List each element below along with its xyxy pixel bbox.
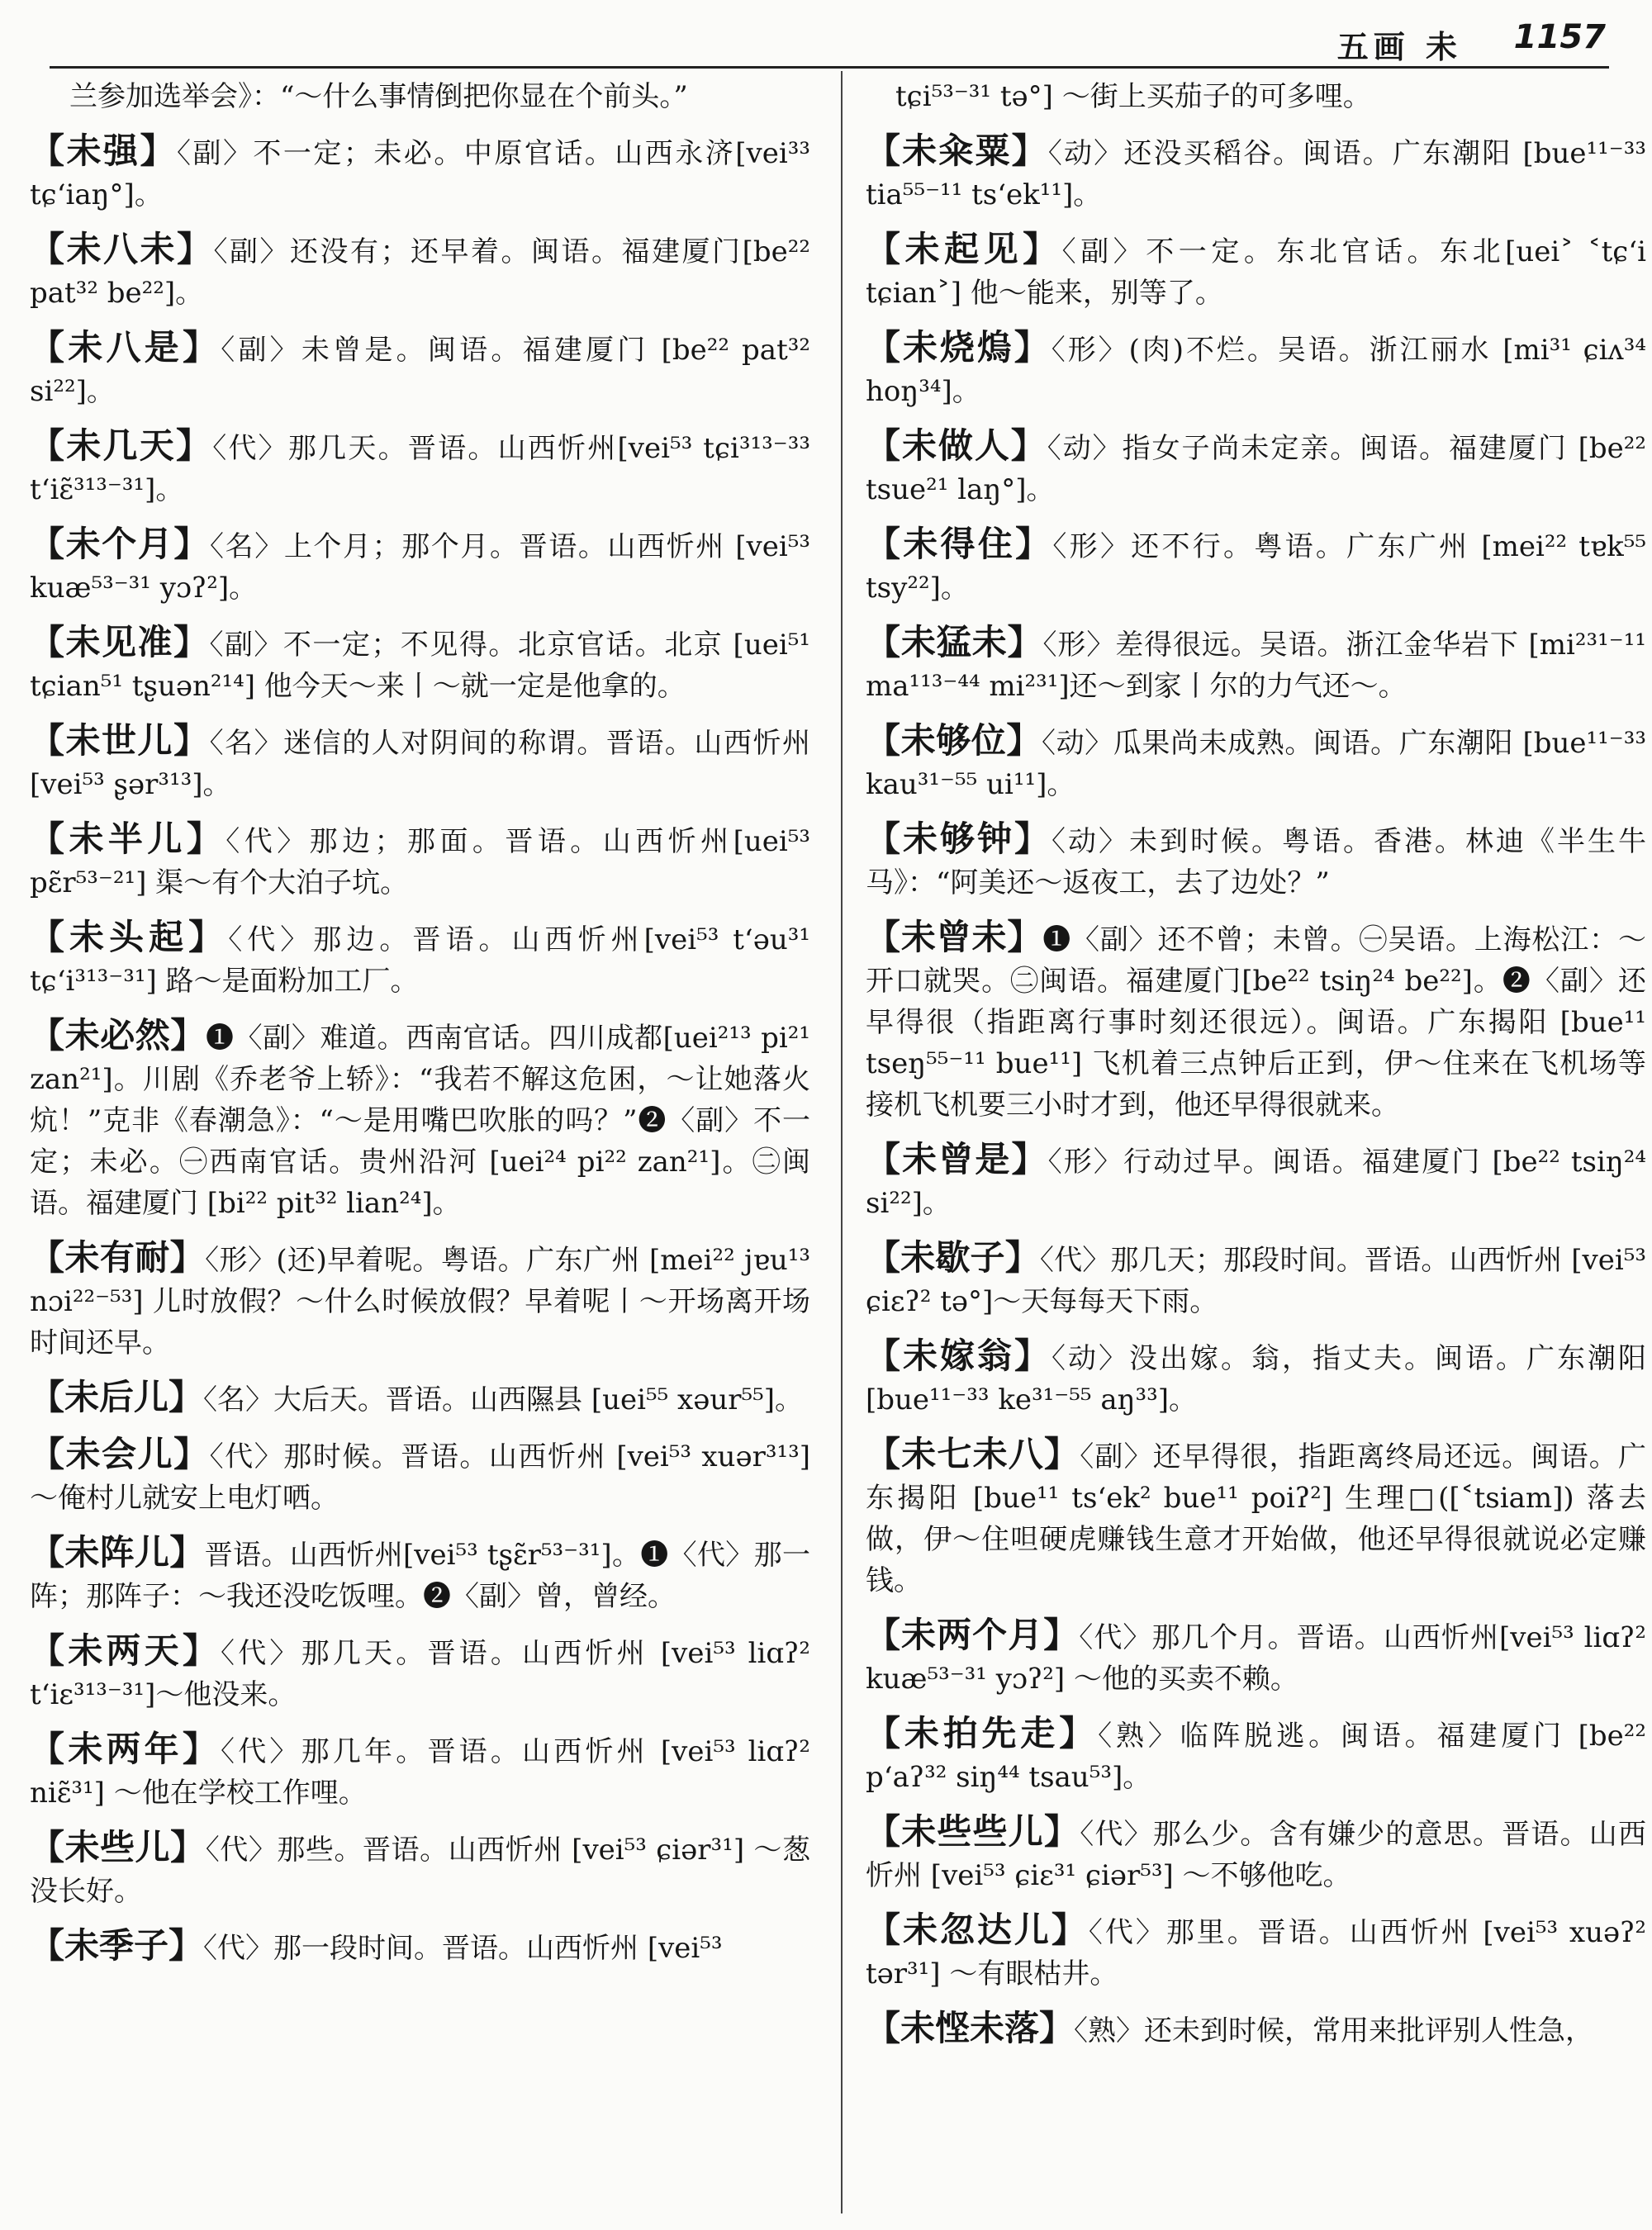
dictionary-entry: [30, 1434, 810, 1519]
entry-definition: 〈副〉还早得很，指距离终局还远。闽语。广东揭阳 [bue¹¹ tsʻek² bue¹¹ poiʔ²] 生理□([˂tsiam]) 落去做，伊～住呾硬虎赚钱生意才开始做，他还早得很就说必定赚钱。: [866, 1440, 1646, 1597]
dictionary-entry: [866, 425, 1646, 510]
entry-headword: 【未嫁翁】: [866, 1336, 1051, 1376]
dictionary-entry: [866, 2008, 1646, 2052]
dictionary-entry: [866, 818, 1646, 904]
dictionary-entry: [866, 229, 1646, 314]
entry-headword: 【未做人】: [866, 425, 1047, 466]
dictionary-entry: [866, 1237, 1646, 1322]
dictionary-entry: [866, 1336, 1646, 1421]
entry-headword: 【未两天】: [30, 1630, 221, 1671]
dictionary-entry: [866, 1811, 1646, 1896]
entry-headword: 【未曾是】: [866, 1139, 1048, 1179]
entry-headword: 【未两年】: [30, 1729, 221, 1769]
dictionary-entry: [866, 1139, 1646, 1224]
dictionary-entry: [30, 130, 810, 216]
entry-headword: 【未后儿】: [30, 1377, 204, 1417]
dictionary-entry: [866, 1434, 1646, 1601]
entry-headword: 【未籴粟】: [866, 130, 1048, 171]
entry-definition: 〈动〉还没买稻谷。闽语。广东潮阳 [bue¹¹⁻³³ tia⁵⁵⁻¹¹ tsʻek¹¹]。: [866, 137, 1646, 211]
entry-headword: 【未悭未落】: [866, 2008, 1075, 2048]
entry-headword: 【未些儿】: [30, 1827, 206, 1867]
entry-headword: 【未必然】: [30, 1015, 206, 1056]
entry-definition: ❶〈副〉还不曾；未曾。㊀吴语。上海松江：～开口就哭。㊁闽语。福建厦门[be²² tsiŋ²⁴ be²²]。❷〈副〉还早得很（指距离行事时刻还很远）。闽语。广东揭阳 [bue¹¹ tseŋ⁵⁵⁻¹¹ bue¹¹] 飞机着三点钟后正到，伊～住来在飞机场等接机飞机要三小时才到，他还早得很就来。: [866, 923, 1646, 1122]
entry-headword: 【未头起】: [30, 917, 229, 957]
entry-definition: 〈形〉差得很远。吴语。浙江金华岩下 [mi²³¹⁻¹¹ ma¹¹³⁻⁴⁴ mi²³¹]还～到家丨尔的力气还～。: [866, 629, 1646, 703]
dictionary-entry: [30, 425, 810, 510]
entry-headword: 【未会儿】: [30, 1434, 210, 1474]
entry-definition: 〈熟〉还未到时候，常用来批评别人性急，: [1074, 2014, 1594, 2047]
page-number: 1157: [1513, 18, 1606, 56]
entry-headword: 【未个月】: [30, 524, 211, 564]
entry-headword: 【未够钟】: [866, 818, 1051, 859]
entry-definition: 〈动〉指女子尚未定亲。闽语。福建厦门 [be²² tsue²¹ laŋ°]。: [866, 432, 1646, 506]
dictionary-entry: [866, 1615, 1646, 1700]
dictionary-entry: [30, 229, 810, 314]
dictionary-entry: [30, 1630, 810, 1715]
entry-definition: 〈代〉那几个月。晋语。山西忻州[vei⁵³ liɑʔ² kuæ⁵³⁻³¹ yɔʔ²] ～他的买卖不赖。: [866, 1621, 1646, 1696]
page-header: [0, 0, 1652, 68]
entry-headword: 【未歇子】: [866, 1237, 1040, 1278]
dictionary-entry: [30, 1377, 810, 1421]
entry-definition: 〈副〉不一定；不见得。北京官话。北京 [uei⁵¹ tɕian⁵¹ tʂuən²¹⁴] 他今天～来丨～就一定是他拿的。: [30, 629, 810, 703]
left-column: [30, 73, 810, 1982]
entry-definition: 〈代〉那边。晋语。山西忻州[vei⁵³ tʻəu³¹ tɕʻi³¹³⁻³¹] 路～是面粉加工厂。: [30, 923, 810, 998]
entry-definition: 〈代〉那几天。晋语。山西忻州 [vei⁵³ liɑʔ² tʻiɛ³¹³⁻³¹]～他没来。: [30, 1637, 810, 1711]
entry-headword: 【未拍先走】: [866, 1713, 1099, 1753]
entry-definition: 〈代〉那时候。晋语。山西忻州 [vei⁵³ xuər³¹³]～俺村儿就安上电灯哂。: [30, 1440, 810, 1515]
entry-definition: 〈代〉那么少。含有嫌少的意思。晋语。山西忻州 [vei⁵³ ɕiɛ³¹ ɕiər⁵³] ～不够他吃。: [866, 1818, 1646, 1892]
entry-definition: 〈名〉上个月；那个月。晋语。山西忻州 [vei⁵³ kuæ⁵³⁻³¹ yɔʔ²]。: [30, 530, 810, 605]
entry-headword: 【未够位】: [866, 720, 1042, 761]
dictionary-entry: [866, 720, 1646, 805]
entry-headword: 【未强】: [30, 130, 177, 171]
dictionary-entry: [30, 818, 810, 904]
column-divider: [841, 71, 843, 2213]
entry-definition: 〈名〉迷信的人对阴间的称谓。晋语。山西忻州 [vei⁵³ ʂər³¹³]。: [30, 727, 810, 801]
entry-headword: 【未七未八】: [866, 1434, 1080, 1474]
entry-definition: 〈副〉未曾是。闽语。福建厦门 [be²² pat³² si²²]。: [30, 334, 810, 408]
entry-headword: 【未阵儿】: [30, 1532, 205, 1573]
dictionary-entry: [866, 524, 1646, 609]
entry-definition: 〈副〉不一定。东北官话。东北[uei˃ ˂tɕʻi tɕian˃] 他～能来，别等了。: [866, 235, 1646, 310]
dictionary-entry: [30, 327, 810, 412]
dictionary-entry: [866, 130, 1646, 216]
entry-headword: 【未得住】: [866, 524, 1053, 564]
entry-headword: 【未八是】: [30, 327, 221, 368]
dictionary-entry: [866, 327, 1646, 412]
entry-definition: 〈形〉(还)早着呢。粤语。广东广州 [mei²² jɐu¹³ nɔi²²⁻⁵³] 儿时放假？～什么时候放假？早着呢丨～开场离开场时间还早。: [30, 1244, 810, 1359]
entry-definition: 〈代〉那些。晋语。山西忻州 [vei⁵³ ɕiər³¹] ～葱没长好。: [30, 1834, 810, 1908]
entry-definition: 〈形〉还不行。粤语。广东广州 [mei²² tɐk⁵⁵ tsy²²]。: [866, 530, 1646, 605]
entry-headword: 【未曾未】: [866, 917, 1043, 957]
entry-definition: 〈动〉瓜果尚未成熟。闽语。广东潮阳 [bue¹¹⁻³³ kau³¹⁻⁵⁵ ui¹¹]。: [866, 727, 1646, 801]
dictionary-entry: [30, 622, 810, 707]
entry-headword: 【未烧熓】: [866, 327, 1051, 368]
entry-definition: 〈代〉那几天；那段时间。晋语。山西忻州 [vei⁵³ ɕiɛʔ² tə°]～天每每天下雨。: [866, 1244, 1646, 1318]
dictionary-entry: [866, 917, 1646, 1126]
entry-definition: 〈代〉那几年。晋语。山西忻州 [vei⁵³ liɑʔ² niɛ̃³¹] ～他在学校工作哩。: [30, 1735, 810, 1810]
entry-headword: 【未几天】: [30, 425, 213, 466]
entry-definition: 〈副〉还没有；还早着。闽语。福建厦门[be²² pat³² be²²]。: [30, 235, 810, 310]
entry-headword: 【未半儿】: [30, 818, 226, 859]
dictionary-entry: [30, 917, 810, 1002]
right-column: [866, 73, 1646, 2065]
dictionary-entry: [30, 1925, 810, 1969]
entry-definition: ❶〈副〉难道。西南官话。四川成都[uei²¹³ pi²¹ zan²¹]。川剧《乔老爷上轿》：“我若不解这危困，～让她落火炕！”克非《春潮急》：“～是用嘴巴吹胀的吗？”❷〈副〉不一定；未必。㊀西南官话。贵州沿河 [uei²⁴ pi²² zan²¹]。㊁闽语。福建厦门 [bi²² pit³² lian²⁴]。: [30, 1022, 810, 1220]
dictionary-entry: [30, 720, 810, 805]
entry-definition: 〈动〉未到时候。粤语。香港。林迪《半生牛马》：“阿美还～返夜工，去了边处？”: [866, 825, 1646, 899]
entry-headword: 【未起见】: [866, 229, 1062, 269]
dictionary-entry: [866, 1713, 1646, 1798]
right-continuation-text: tɕi⁵³⁻³¹ tə°] ～街上买茄子的可多哩。: [895, 80, 1371, 113]
dictionary-entry: [30, 1827, 810, 1912]
entry-definition: 〈副〉不一定；未必。中原官话。山西永济[vei³³ tɕʻiaŋ°]。: [30, 137, 810, 211]
entry-definition: 〈代〉那一段时间。晋语。山西忻州 [vei⁵³: [203, 1932, 723, 1965]
dictionary-entry: [30, 1532, 810, 1617]
entry-definition: 〈形〉(肉)不烂。吴语。浙江丽水 [mi³¹ ɕiʌ³⁴ hoŋ³⁴]。: [866, 334, 1646, 408]
entry-headword: 【未猛未】: [866, 622, 1043, 662]
entry-definition: 〈代〉那里。晋语。山西忻州 [vei⁵³ xuəʔ² tər³¹] ～有眼枯井。: [866, 1916, 1646, 1990]
entry-headword: 【未季子】: [30, 1925, 204, 1966]
entry-definition: 〈熟〉临阵脱逃。闽语。福建厦门 [be²² pʻaʔ³² siŋ⁴⁴ tsau⁵³]。: [866, 1720, 1646, 1794]
entry-headword: 【未忽达儿】: [866, 1910, 1089, 1950]
dictionary-entry: [866, 622, 1646, 707]
entry-definition: 晋语。山西忻州[vei⁵³ tʂɛ̃r⁵³⁻³¹]。❶〈代〉那一阵；那阵子：～我还没吃饭哩。❷〈副〉曾，曾经。: [30, 1539, 810, 1613]
entry-definition: 〈名〉大后天。晋语。山西隰县 [uei⁵⁵ xəur⁵⁵]。: [203, 1383, 804, 1416]
dictionary-entry: [866, 1910, 1646, 1995]
entry-definition: 〈代〉那几天。晋语。山西忻州[vei⁵³ tɕi³¹³⁻³³ tʻiɛ̃³¹³⁻³¹]。: [30, 432, 810, 506]
entry-headword: 【未世儿】: [30, 720, 210, 761]
dictionary-entry: [30, 1015, 810, 1224]
entry-headword: 【未两个月】: [866, 1615, 1080, 1655]
entry-headword: 【未些些儿】: [866, 1811, 1080, 1852]
entry-headword: 【未见准】: [30, 622, 210, 662]
left-continuation-text: 兰参加选举会》：“～什么事情倒把你显在个前头。”: [69, 80, 688, 113]
section-title: 五画 未: [1336, 28, 1462, 65]
dictionary-entry: [30, 1237, 810, 1364]
entry-definition: 〈动〉没出嫁。翁，指丈夫。闽语。广东潮阳 [bue¹¹⁻³³ ke³¹⁻⁵⁵ aŋ³³]。: [866, 1342, 1646, 1416]
entry-definition: 〈形〉行动过早。闽语。福建厦门 [be²² tsiŋ²⁴ si²²]。: [866, 1146, 1646, 1220]
entry-headword: 【未八未】: [30, 229, 214, 269]
entry-definition: 〈代〉那边；那面。晋语。山西忻州[uei⁵³ pɛ̃r⁵³⁻²¹] 渠～有个大泊子坑。: [30, 825, 810, 899]
dictionary-entry: [30, 1729, 810, 1814]
entry-headword: 【未有耐】: [30, 1237, 206, 1278]
dictionary-entry: [30, 524, 810, 609]
header-rule: [50, 66, 1609, 69]
